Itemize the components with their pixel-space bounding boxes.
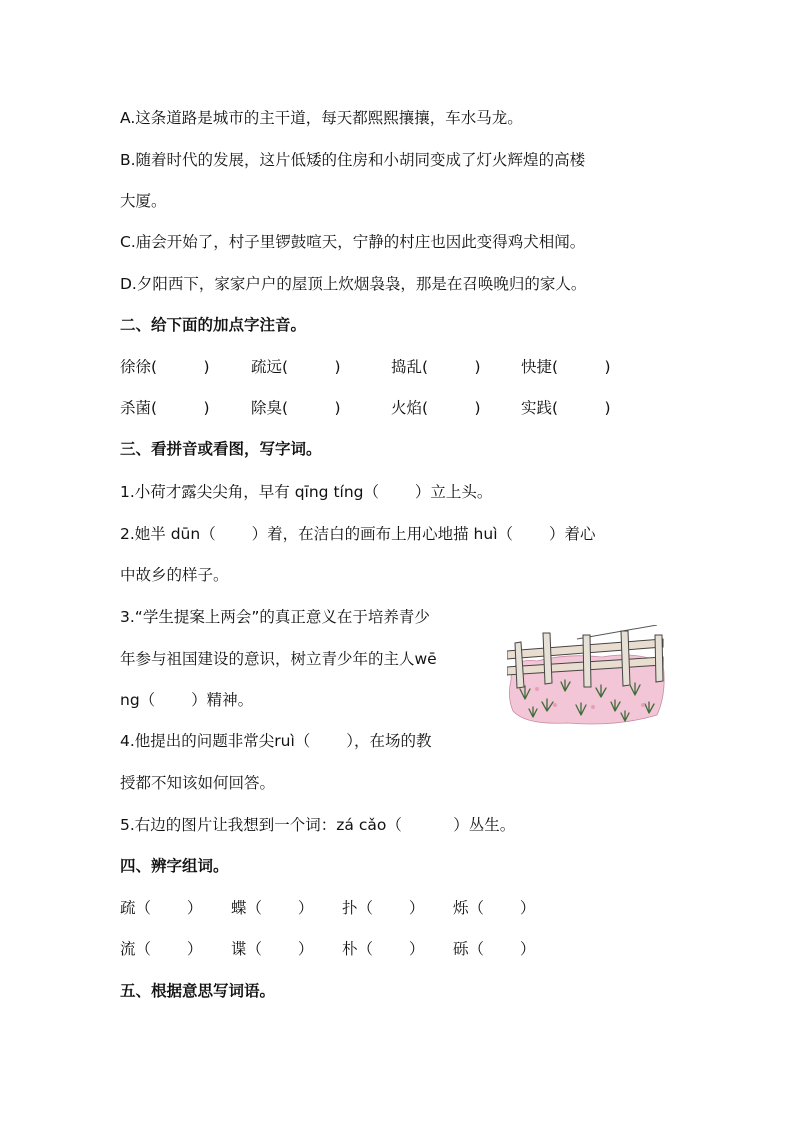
pinyin-item: 杀菌( ) [120, 399, 210, 417]
pinyin-item: 实践( ) [521, 399, 611, 417]
word-group-item: 朴（ ） [342, 940, 425, 958]
question-5: 5.右边的图片让我想到一个词：zá cǎo（ ）丛生。 [120, 816, 516, 834]
pinyin-item: 捣乱( ) [391, 358, 481, 376]
word-group-item: 扑（ ） [342, 899, 425, 917]
option-b-line2: 大厦。 [120, 192, 167, 210]
question-1: 1.小荷才露尖尖角，早有 qīng tíng（ ）立上头。 [120, 483, 493, 501]
word-group-item: 烁（ ） [453, 899, 536, 917]
option-b-line1: B.随着时代的发展，这片低矮的住房和小胡同变成了灯火辉煌的高楼 [120, 151, 586, 169]
option-c: C.庙会开始了，村子里锣鼓喧天，宁静的村庄也因此变得鸡犬相闻。 [120, 233, 586, 251]
section4-heading: 四、辨字组词。 [120, 857, 229, 875]
word-group-item: 疏（ ） [120, 899, 203, 917]
section5-heading: 五、根据意思写词语。 [120, 982, 276, 1000]
pinyin-item: 疏远( ) [251, 358, 341, 376]
question-3-line1: 3.“学生提案上两会”的真正意义在于培养青少 [120, 608, 430, 626]
word-group-item: 砾（ ） [453, 940, 536, 958]
question-3-line2: 年参与祖国建设的意识，树立青少年的主人wē [120, 650, 437, 668]
question-4-line2: 授都不知该如何回答。 [120, 774, 276, 792]
pinyin-item: 除臭( ) [251, 399, 341, 417]
word-group-item: 流（ ） [120, 940, 203, 958]
pinyin-item: 快捷( ) [521, 358, 611, 376]
pinyin-item: 徐徐( ) [120, 358, 210, 376]
pinyin-item: 火焰( ) [391, 399, 481, 417]
question-3-line3: ng（ ）精神。 [120, 691, 254, 709]
question-4-line1: 4.他提出的问题非常尖ruì（ ），在场的教 [120, 732, 432, 750]
section2-heading: 二、给下面的加点字注音。 [120, 316, 307, 334]
word-group-item: 谍（ ） [231, 940, 314, 958]
question-2-line1: 2.她半 dūn（ ）着，在洁白的画布上用心地描 huì（ ）着心 [120, 525, 596, 543]
option-d: D.夕阳西下，家家户户的屋顶上炊烟袅袅，那是在召唤晚归的家人。 [120, 275, 587, 293]
question-2-line2: 中故乡的样子。 [120, 566, 229, 584]
section3-heading: 三、看拼音或看图，写字词。 [120, 440, 322, 458]
option-a: A.这条道路是城市的主干道，每天都熙熙攘攘，车水马龙。 [120, 109, 523, 127]
weeds-by-fence-illustration [507, 625, 667, 727]
word-group-item: 蝶（ ） [231, 899, 314, 917]
